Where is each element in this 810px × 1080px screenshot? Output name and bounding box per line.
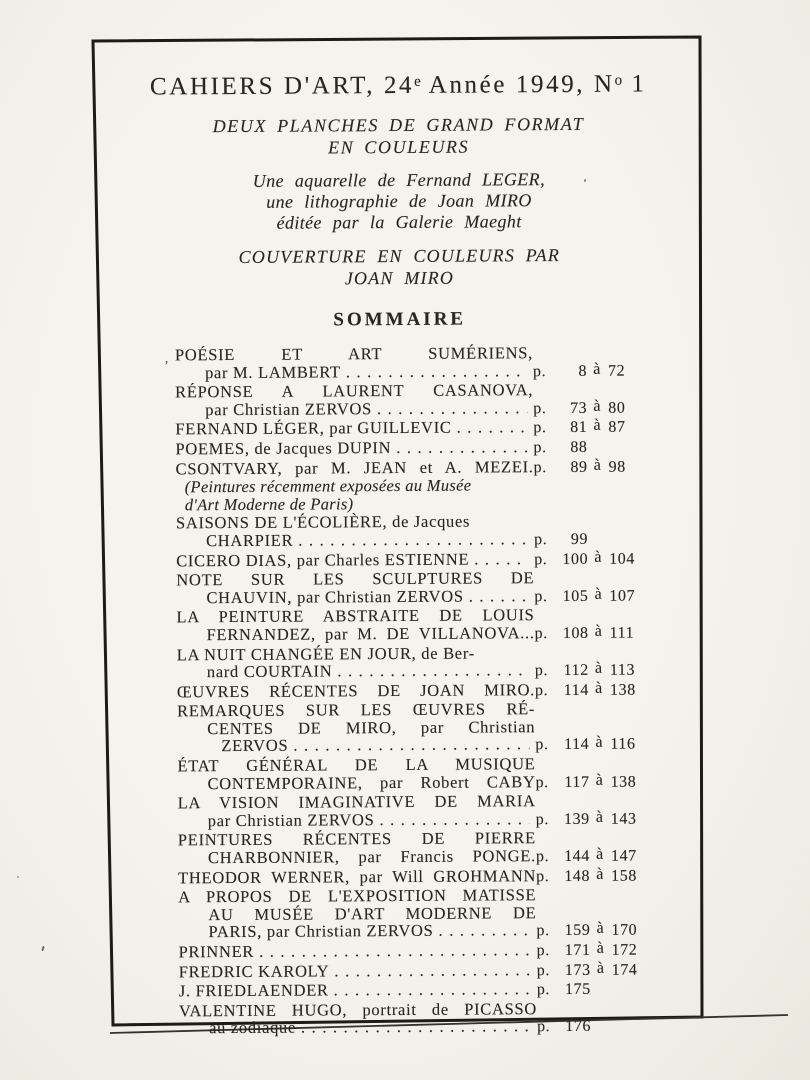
toc-line — [179, 1017, 657, 1039]
page-abbrev: p. — [533, 419, 547, 437]
page-abbrev: p. — [534, 681, 549, 699]
page-ref-spacer — [534, 583, 654, 584]
toc-line-text: CENTES DE MIRO, par Christian — [207, 717, 536, 739]
toc-entry — [178, 829, 656, 868]
subtitle-line: EN COULEURS — [328, 136, 470, 158]
page-start: 81 — [570, 419, 588, 437]
toc-line-text: par Christian ZERVOS — [207, 809, 375, 831]
page-range-word: à — [595, 679, 603, 697]
toc-entry — [177, 680, 655, 702]
toc-line-text: REMARQUES SUR LES ŒUVRES RÉ- — [177, 699, 536, 721]
page-ref — [537, 981, 657, 999]
page-end: 158 — [611, 867, 637, 885]
toc-line-text: par Christian ZERVOS — [205, 398, 372, 419]
page-range-word: à — [595, 734, 604, 752]
page-ref — [536, 810, 656, 828]
dotted-leader — [379, 810, 529, 829]
page-start: 171 — [564, 941, 591, 959]
page-range-word: à — [596, 920, 605, 938]
page-range-word: à — [593, 456, 602, 474]
page-ref — [536, 922, 656, 940]
page-ref-spacer — [536, 900, 656, 901]
page-end: 116 — [610, 736, 636, 754]
edition-line: éditée par la Galerie Maeght — [276, 211, 522, 233]
toc-line — [175, 418, 653, 440]
cover-line: JOAN MIRO — [344, 267, 455, 289]
page-start: 73 — [570, 399, 588, 417]
page-ref — [533, 362, 653, 380]
page-ref-spacer — [535, 714, 655, 715]
dotted-leader — [396, 438, 527, 456]
toc-entry — [175, 418, 653, 440]
page-end: 147 — [610, 847, 637, 865]
page-start: 108 — [562, 624, 589, 642]
toc-line-text: au zodiaque — [208, 1018, 297, 1038]
page-ref — [535, 773, 655, 791]
toc-line — [177, 680, 655, 702]
toc-line-text: CHARPIER — [206, 530, 294, 551]
page-abbrev: p. — [534, 624, 548, 643]
toc-entry — [179, 960, 657, 982]
page-end: 87 — [608, 418, 626, 437]
toc-line — [179, 960, 657, 982]
cover-line: COUVERTURE EN COULEURS PAR — [238, 245, 561, 267]
table-of-contents — [164, 343, 657, 1038]
toc-entry — [179, 980, 657, 1002]
page-ref-spacer — [535, 768, 655, 769]
toc-line — [176, 493, 654, 514]
page-start: 114 — [564, 736, 590, 754]
dotted-leader — [438, 922, 530, 940]
page-abbrev: p. — [534, 531, 548, 549]
toc-line-text: PEINTURES RÉCENTES DE PIERRE — [177, 828, 536, 850]
page-start: 176 — [565, 1018, 592, 1036]
dotted-leader — [346, 362, 527, 381]
page-abbrev: p. — [536, 867, 550, 885]
toc-entry — [175, 381, 653, 420]
page-content — [96, 37, 706, 1040]
page-ref — [533, 399, 653, 417]
page-start: 175 — [564, 981, 591, 999]
title-text: Année 1949, N — [421, 70, 615, 99]
page-start: 114 — [563, 681, 590, 699]
page-start: 148 — [564, 867, 591, 885]
page-start: 112 — [563, 661, 589, 680]
toc-line — [177, 735, 655, 757]
page-end: 172 — [611, 941, 638, 959]
toc-line — [177, 623, 655, 645]
toc-line-text: CHARBONNIER, par Francis PONGE. — [207, 846, 537, 868]
toc-line-text: A PROPOS DE L'EXPOSITION MATISSE — [178, 885, 537, 907]
page-abbrev: p. — [536, 961, 550, 979]
dotted-leader — [334, 980, 531, 999]
toc-line-text: CSONTVARY, par M. JEAN et A. MEZEI. — [175, 456, 534, 478]
toc-line — [178, 809, 656, 831]
title-text: CAHIERS D'ART, 24 — [149, 71, 415, 101]
edition-note — [97, 168, 701, 235]
page-range-word: à — [593, 417, 602, 435]
page-range-word: à — [593, 360, 601, 378]
toc-entry — [176, 606, 654, 645]
toc-line-text: LA PEINTURE ABSTRAITE DE LOUIS — [176, 605, 535, 627]
page-end: 143 — [610, 810, 637, 828]
toc-line-text: THEODOR WERNER, par Will GROHMANN — [178, 865, 537, 887]
page-abbrev: p. — [533, 439, 547, 457]
toc-line — [175, 398, 653, 420]
page-ref — [533, 419, 653, 437]
toc-entry — [176, 549, 654, 571]
toc-line-text: POÉSIE ET ART SUMÉRIENS, — [174, 343, 533, 365]
page-range-word: à — [594, 659, 603, 677]
toc-line — [176, 549, 654, 571]
toc-line-text: AU MUSÉE D'ART MODERNE DE — [208, 902, 537, 924]
page-range-word: à — [596, 959, 605, 977]
toc-line — [176, 586, 654, 608]
page-abbrev: p. — [532, 362, 547, 380]
toc-line-text: PARIS, par Christian ZERVOS — [208, 921, 434, 942]
toc-entry — [176, 512, 654, 551]
toc-line-text: ZERVOS — [221, 736, 289, 756]
toc-line — [178, 921, 656, 943]
page-ref — [537, 941, 657, 959]
page-ref-spacer — [535, 620, 655, 621]
toc-entry — [177, 754, 655, 793]
page-start: 139 — [563, 810, 590, 828]
toc-line-text: FERNANDEZ, par M. DE VILLANOVA... — [206, 623, 535, 645]
edition-line: une lithographie de Joan MIRO — [266, 190, 532, 212]
page-start: 100 — [562, 550, 589, 568]
toc-line-text: LA NUIT CHANGÉE EN JOUR, de Ber- — [176, 643, 475, 664]
page-range-word: à — [595, 771, 604, 789]
page-range-word: à — [596, 939, 605, 957]
toc-entry — [176, 569, 654, 608]
page-abbrev: p. — [534, 550, 548, 568]
page-abbrev: p. — [533, 399, 547, 417]
sommaire-heading: SOMMAIRE — [333, 308, 467, 331]
toc-line-text: J. FRIEDLAENDER — [178, 980, 329, 1001]
page-ref-spacer — [533, 395, 653, 396]
page-range-word: à — [596, 865, 604, 883]
dotted-leader — [377, 399, 527, 418]
page-ref-spacer — [536, 806, 656, 807]
page-abbrev: p. — [535, 773, 549, 791]
page-ref — [535, 624, 655, 642]
toc-line — [175, 361, 653, 383]
page-start: 105 — [562, 587, 589, 605]
page-ref — [536, 847, 656, 865]
page-ref — [533, 438, 653, 456]
page-start: 173 — [564, 961, 591, 979]
page-end: 98 — [608, 458, 626, 476]
page-range-word: à — [594, 548, 603, 566]
page-end: 107 — [609, 587, 636, 605]
page-abbrev: p. — [535, 848, 550, 866]
toc-entry — [178, 866, 656, 888]
page-range-word: à — [594, 622, 603, 640]
dotted-leader — [337, 661, 529, 680]
title-superscript-e: e — [414, 73, 422, 90]
page-end: 113 — [609, 661, 636, 679]
page-abbrev: p. — [536, 1018, 551, 1036]
stray-print-mark: , — [164, 350, 169, 366]
toc-entry — [179, 999, 657, 1038]
page-ref — [535, 681, 655, 699]
dotted-leader — [259, 941, 531, 960]
page-ref-spacer — [535, 731, 655, 732]
toc-line-text: FREDRIC KAROLY — [178, 961, 330, 981]
page-ref-spacer — [536, 843, 656, 844]
page-ref — [534, 458, 654, 476]
page-ref — [535, 736, 655, 754]
toc-entry — [178, 886, 656, 943]
dotted-leader — [457, 419, 528, 437]
page-start: 159 — [564, 922, 591, 940]
toc-entry — [177, 643, 655, 682]
toc-line — [177, 772, 655, 794]
toc-line-text: ÉTAT GÉNÉRAL DE LA MUSIQUE — [177, 754, 536, 776]
toc-line — [178, 846, 656, 868]
page-start: 144 — [564, 847, 591, 866]
page-range-word: à — [594, 585, 603, 603]
toc-line-text: SAISONS DE L'ÉCOLIÈRE, de Jacques — [175, 511, 471, 533]
toc-line-text: POEMES, de Jacques DUPIN — [175, 438, 392, 459]
toc-entry — [164, 343, 653, 382]
page-abbrev: p. — [535, 810, 550, 829]
page-ref — [537, 961, 657, 979]
toc-entry — [177, 700, 655, 757]
toc-line-text: CONTEMPORAINE, par Robert CABY — [207, 771, 536, 793]
dotted-leader — [474, 550, 528, 568]
page-start: 89 — [570, 458, 588, 476]
dust-speck — [17, 876, 19, 878]
page-start: 99 — [570, 530, 589, 548]
plates-subtitle — [96, 112, 700, 160]
title-issue-number: 1 — [622, 70, 647, 98]
toc-line-text: d'Art Moderne de Paris) — [184, 494, 354, 515]
page-end: 80 — [608, 399, 626, 417]
page-ref — [534, 550, 654, 568]
page-start: 8 — [578, 362, 588, 380]
page-start: 117 — [564, 773, 590, 791]
edition-line: Une aquarelle de Fernand LEGER, — [252, 169, 546, 191]
toc-line-text: (Peintures récemment exposées au Musée — [184, 475, 472, 497]
toc-line-text: CHAUVIN, par Christian ZERVOS — [206, 586, 464, 607]
toc-line-text: ŒUVRES RÉCENTES DE JOAN MIRO. — [176, 679, 536, 702]
subtitle-line: DEUX PLANCHES DE GRAND FORMAT — [212, 113, 585, 137]
dotted-leader — [334, 961, 530, 980]
page-start: 88 — [570, 438, 588, 456]
toc-line-text: LA VISION IMAGINATIVE DE MARIA — [177, 791, 536, 813]
cover-note — [97, 243, 701, 291]
toc-line-text: FERNAND LÉGER, par GUILLEVIC — [175, 418, 452, 439]
page-ref-spacer — [537, 1013, 657, 1014]
page-range-word: à — [595, 808, 604, 826]
page-abbrev: p. — [534, 587, 548, 605]
toc-line-text: RÉPONSE A LAURENT CASANOVA, — [175, 380, 534, 402]
page-ref — [534, 530, 654, 548]
page-abbrev: p. — [535, 736, 549, 754]
page-ref-spacer — [536, 917, 656, 918]
page-end: 138 — [610, 773, 637, 791]
page-abbrev: p. — [536, 981, 551, 999]
toc-line-text: CICERO DIAS, par Charles ESTIENNE — [176, 549, 470, 570]
toc-line-text: nard COURTAIN — [206, 661, 333, 682]
toc-line-text: VALENTINE HUGO, portrait de PICASSO — [178, 998, 537, 1021]
toc-line — [176, 529, 654, 551]
toc-entry — [175, 437, 653, 459]
toc-line — [179, 980, 657, 1002]
page-end: 170 — [611, 921, 638, 940]
dotted-leader — [298, 530, 528, 549]
toc-line-text: PRINNER — [178, 941, 255, 962]
page-range-word: à — [596, 845, 604, 863]
page-abbrev: p. — [533, 458, 547, 476]
toc-line — [179, 940, 657, 962]
page-end: 111 — [609, 624, 635, 642]
dotted-leader — [293, 736, 529, 755]
toc-line-text: par M. LAMBERT — [204, 361, 341, 382]
page-end: 138 — [609, 681, 636, 699]
dotted-leader — [301, 1018, 531, 1037]
toc-entry — [176, 457, 654, 514]
page-ref — [536, 867, 656, 885]
toc-line — [175, 437, 653, 459]
page-ref-spacer — [533, 357, 653, 358]
page-abbrev: p. — [534, 662, 549, 680]
page-ref — [534, 587, 654, 605]
toc-line-text: NOTE SUR LES SCULPTURES DE — [176, 568, 535, 590]
page-ref — [537, 1018, 657, 1036]
page-abbrev: p. — [536, 922, 550, 940]
page-end: 72 — [607, 362, 626, 380]
title-superscript-o: o — [614, 72, 623, 89]
page-abbrev: p. — [536, 942, 550, 960]
page-title — [96, 70, 700, 102]
toc-line — [178, 866, 656, 888]
page-ref — [534, 659, 655, 680]
dotted-leader — [469, 587, 529, 605]
page-range-word: à — [593, 397, 602, 415]
toc-entry — [179, 940, 657, 962]
toc-entry — [178, 792, 656, 831]
page-end: 104 — [609, 550, 636, 568]
toc-line — [177, 661, 655, 683]
page-end: 174 — [611, 961, 638, 979]
